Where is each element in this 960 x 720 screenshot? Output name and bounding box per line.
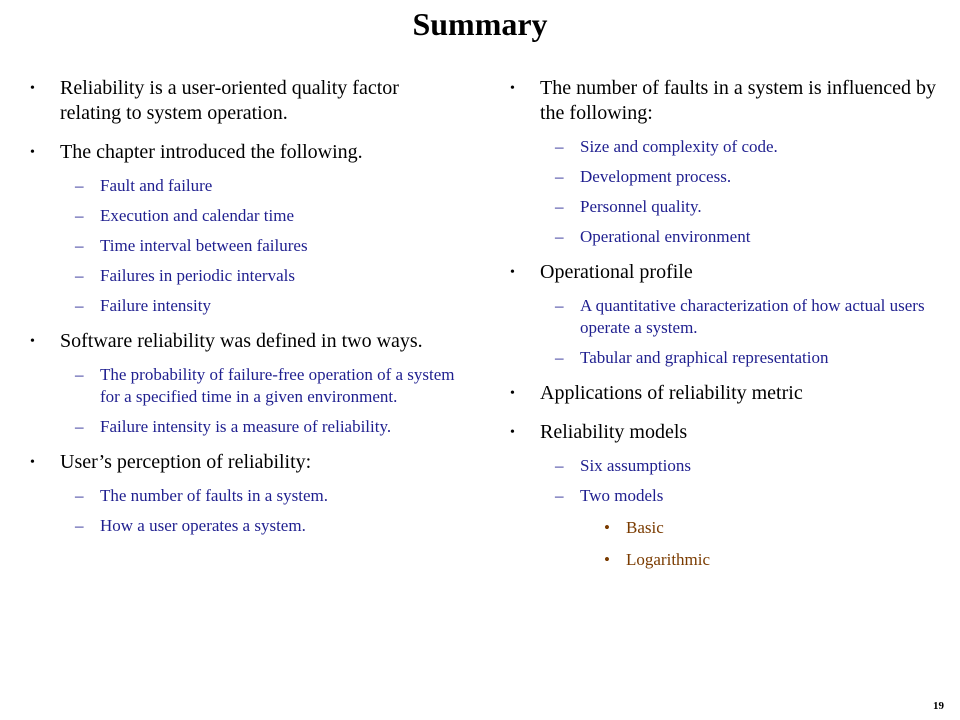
bullet-chapter-introduced	[28, 140, 458, 165]
sub-bullet-text: Personnel quality.	[580, 197, 702, 216]
bullet-text: The chapter introduced the following.	[60, 141, 363, 163]
dash-icon: –	[555, 456, 564, 475]
dash-icon: –	[75, 296, 84, 315]
bullet-dot-icon: •	[30, 334, 35, 349]
sub-bullet-text: The number of faults in a system.	[100, 486, 329, 505]
sub-bullet	[28, 515, 458, 537]
sub-bullet	[28, 175, 458, 197]
sub-bullet	[508, 226, 948, 248]
sub-bullet-text: Size and complexity of code.	[580, 137, 778, 156]
dash-icon: –	[75, 266, 84, 285]
dash-icon: –	[75, 417, 84, 436]
bullet-dot-icon: •	[510, 425, 515, 440]
sub-bullet-text: Development process.	[580, 167, 732, 186]
bullet-operational-profile	[508, 260, 948, 285]
sub-bullet	[28, 265, 458, 287]
bullet-text: The number of faults in a system is influenced by the following:	[540, 77, 937, 124]
sub-bullet	[508, 455, 948, 477]
dash-icon: –	[555, 197, 564, 216]
sub-bullet-text: Two models	[580, 486, 664, 505]
bullet-number-of-faults	[508, 76, 948, 126]
bullet-text: User’s perception of reliability:	[60, 451, 312, 473]
sub-bullet-text: Time interval between failures	[100, 236, 308, 255]
sub-bullet	[28, 364, 458, 408]
sub-bullet	[28, 485, 458, 507]
sub-bullet-text: Operational environment	[580, 227, 751, 246]
dash-icon: –	[555, 227, 564, 246]
bullet-reliability-models	[508, 420, 948, 445]
sub-bullet	[28, 416, 458, 438]
sub-bullet-text: Failures in periodic intervals	[100, 266, 295, 285]
bullet-dot-icon: •	[510, 386, 515, 401]
bullet-dot-icon: •	[604, 550, 610, 569]
dash-icon: –	[75, 206, 84, 225]
sub-bullet	[508, 485, 948, 507]
bullet-dot-icon: •	[30, 455, 35, 470]
dash-icon: –	[555, 296, 564, 315]
dash-icon: –	[75, 176, 84, 195]
sub-bullet-text: Tabular and graphical representation	[580, 348, 829, 367]
sub-bullet	[28, 235, 458, 257]
bullet-dot-icon: •	[30, 145, 35, 160]
sub-sub-bullet-text: Basic	[626, 518, 664, 537]
dash-icon: –	[75, 486, 84, 505]
left-column	[28, 76, 458, 549]
sub-bullet	[28, 205, 458, 227]
bullet-text: Software reliability was defined in two ways.	[60, 330, 423, 352]
dash-icon: –	[75, 365, 84, 384]
sub-sub-bullet	[508, 517, 948, 539]
sub-bullet-text: A quantitative characterization of how actual users operate a system.	[580, 296, 925, 337]
page-number: 19	[933, 700, 944, 712]
dash-icon: –	[75, 236, 84, 255]
sub-bullet-text: The probability of failure-free operation of a system for a specified time in a given environment.	[100, 365, 455, 406]
slide-title: Summary	[412, 6, 548, 42]
bullet-dot-icon: •	[604, 518, 610, 537]
sub-bullet	[508, 295, 948, 339]
bullet-text: Reliability models	[540, 421, 688, 443]
sub-bullet	[508, 196, 948, 218]
sub-bullet	[508, 347, 948, 369]
sub-bullet-text: Failure intensity	[100, 296, 211, 315]
bullet-applications	[508, 381, 948, 406]
bullet-dot-icon: •	[510, 265, 515, 280]
dash-icon: –	[555, 486, 564, 505]
sub-bullet	[508, 166, 948, 188]
bullet-user-perception	[28, 450, 458, 475]
dash-icon: –	[75, 516, 84, 535]
sub-bullet-text: Failure intensity is a measure of reliability.	[100, 417, 392, 436]
sub-sub-bullet-text: Logarithmic	[626, 550, 711, 569]
bullet-dot-icon: •	[510, 81, 515, 96]
sub-bullet	[28, 295, 458, 317]
dash-icon: –	[555, 167, 564, 186]
sub-bullet-text: Fault and failure	[100, 176, 213, 195]
bullet-software-reliability	[28, 329, 458, 354]
bullet-reliability-definition	[28, 76, 458, 126]
sub-bullet-text: How a user operates a system.	[100, 516, 306, 535]
sub-sub-bullet	[508, 549, 948, 571]
sub-bullet-text: Six assumptions	[580, 456, 691, 475]
dash-icon: –	[555, 348, 564, 367]
dash-icon: –	[555, 137, 564, 156]
bullet-text: Applications of reliability metric	[540, 382, 803, 404]
bullet-text: Reliability is a user-oriented quality factor relating to system operation.	[60, 77, 399, 124]
bullet-dot-icon: •	[30, 81, 35, 96]
sub-bullet	[508, 136, 948, 158]
bullet-text: Operational profile	[540, 261, 693, 283]
right-column	[508, 76, 948, 583]
sub-bullet-text: Execution and calendar time	[100, 206, 294, 225]
